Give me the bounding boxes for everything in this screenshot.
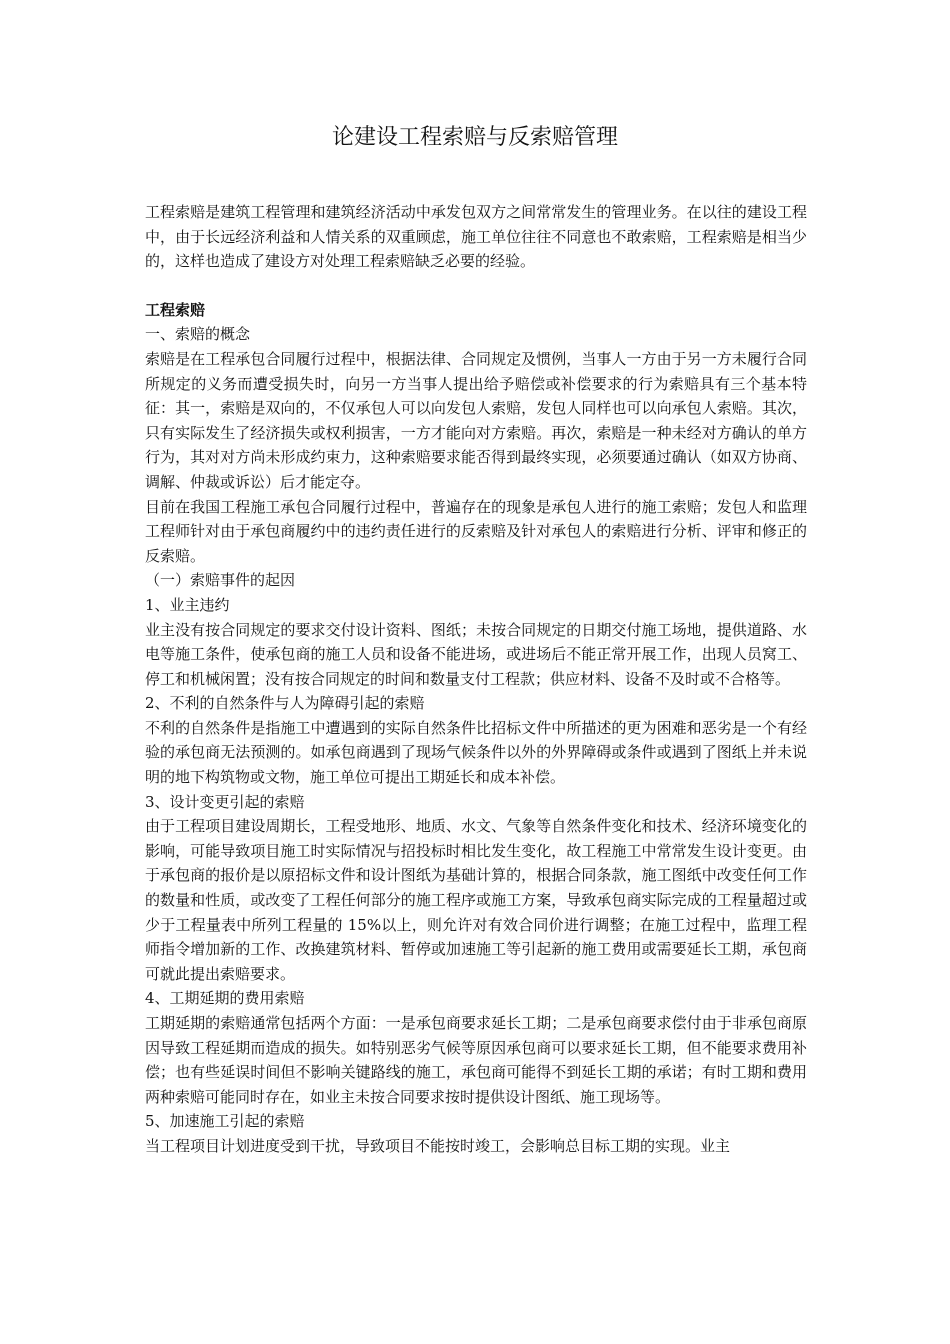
- concept-paragraph-2: 目前在我国工程施工承包合同履行过程中，普遍存在的现象是承包人进行的施工索赔；发包人和监理工程师针对由于承包商履约中的违约责任进行的反索赔及针对承包人的索赔进行分析、评审和修正的反索赔。: [145, 497, 807, 565]
- cause-4-paragraph: 工期延期的索赔通常包括两个方面：一是承包商要求延长工期；二是承包商要求偿付由于非承包商原因导致工程延期而造成的损失。如特别恶劣气候等原因承包商可以要求延长工期，但不能要求费用补偿；也有些延误时间但不影响关键路线的施工，承包商可能得不到延长工期的承诺；有时工期和费用两种索赔可能同时存在，如业主未按合同要求按时提供设计图纸、施工现场等。: [145, 1014, 807, 1106]
- cause-4-heading: 4、工期延期的费用索赔: [145, 989, 305, 1008]
- cause-1-paragraph: 业主没有按合同规定的要求交付设计资料、图纸；未按合同规定的日期交付施工场地，提供道路、水电等施工条件，使承包商的施工人员和设备不能进场，或进场后不能正常开展工作，出现人员窝工、停工和机械闲置；没有按合同规定的时间和数量支付工程款；供应材料、设备不及时或不合格等。: [145, 620, 807, 688]
- concept-heading: 一、索赔的概念: [145, 325, 251, 344]
- causes-heading: （一）索赔事件的起因: [145, 571, 296, 590]
- document-body: [145, 200, 807, 1159]
- cause-2-paragraph: 不利的自然条件是指施工中遭遇到的实际自然条件比招标文件中所描述的更为困难和恶劣是一个有经验的承包商无法预测的。如承包商遇到了现场气候条件以外的外界障碍或条件或遇到了图纸上并未说明的地下构筑物或文物，施工单位可提出工期延长和成本补偿。: [145, 718, 807, 787]
- concept-paragraph-1: 索赔是在工程承包合同履行过程中，根据法律、合同规定及惯例，当事人一方由于另一方未履行合同所规定的义务而遭受损失时，向另一方当事人提出给予赔偿或补偿要求的行为索赔具有三个基本特征：其一，索赔是双向的，不仅承包人可以向发包人索赔，发包人同样也可以向承包人索赔。其次，只有实际发生了经济损失或权利损害，一方才能向对方索赔。再次，索赔是一种未经对方确认的单方行为，其对对方尚未形成约束力，这种索赔要求能否得到最终实现，必须要通过确认（如双方协商、调解、仲裁或诉讼）后才能定夺。: [145, 349, 807, 491]
- document-title: 论建设工程索赔与反索赔管理: [331, 125, 618, 150]
- cause-2-heading: 2、不利的自然条件与人为障碍引起的索赔: [145, 694, 425, 713]
- cause-5-paragraph: 当工程项目计划进度受到干扰，导致项目不能按时竣工，会影响总目标工期的实现。业主: [145, 1136, 731, 1155]
- cause-3-paragraph: 由于工程项目建设周期长，工程受地形、地质、水文、气象等自然条件变化和技术、经济环境变化的影响，可能导致项目施工时实际情况与招投标时相比发生变化，故工程施工中常常发生设计变更。由于承包商的报价是以原招标文件和设计图纸为基础计算的，根据合同条款，施工图纸中改变任何工作的数量和性质，或改变了工程任何部分的施工程序或施工方案，导致承包商实际完成的工程量超过或少于工程量表中所列工程量的 15%以上，则允许对有效合同价进行调整；在施工过程中，监理工程师指令增加新的工作、改换建筑材料、暂停或加速施工等引起新的施工费用或需要延长工期，承包商可就此提出索赔要求。: [145, 817, 807, 983]
- cause-3-heading: 3、设计变更引起的索赔: [145, 792, 305, 811]
- section-title: 工程索赔: [145, 300, 206, 319]
- intro-paragraph: 工程索赔是建筑工程管理和建筑经济活动中承发包双方之间常常发生的管理业务。在以往的建设工程中，由于长远经济利益和人情关系的双重顾虑，施工单位往往不同意也不敢索赔，工程索赔是相当少的，这样也造成了建设方对处理工程索赔缺乏必要的经验。: [145, 203, 807, 271]
- cause-5-heading: 5、加速施工引起的索赔: [145, 1112, 305, 1131]
- cause-1-heading: 1、业主违约: [145, 595, 230, 614]
